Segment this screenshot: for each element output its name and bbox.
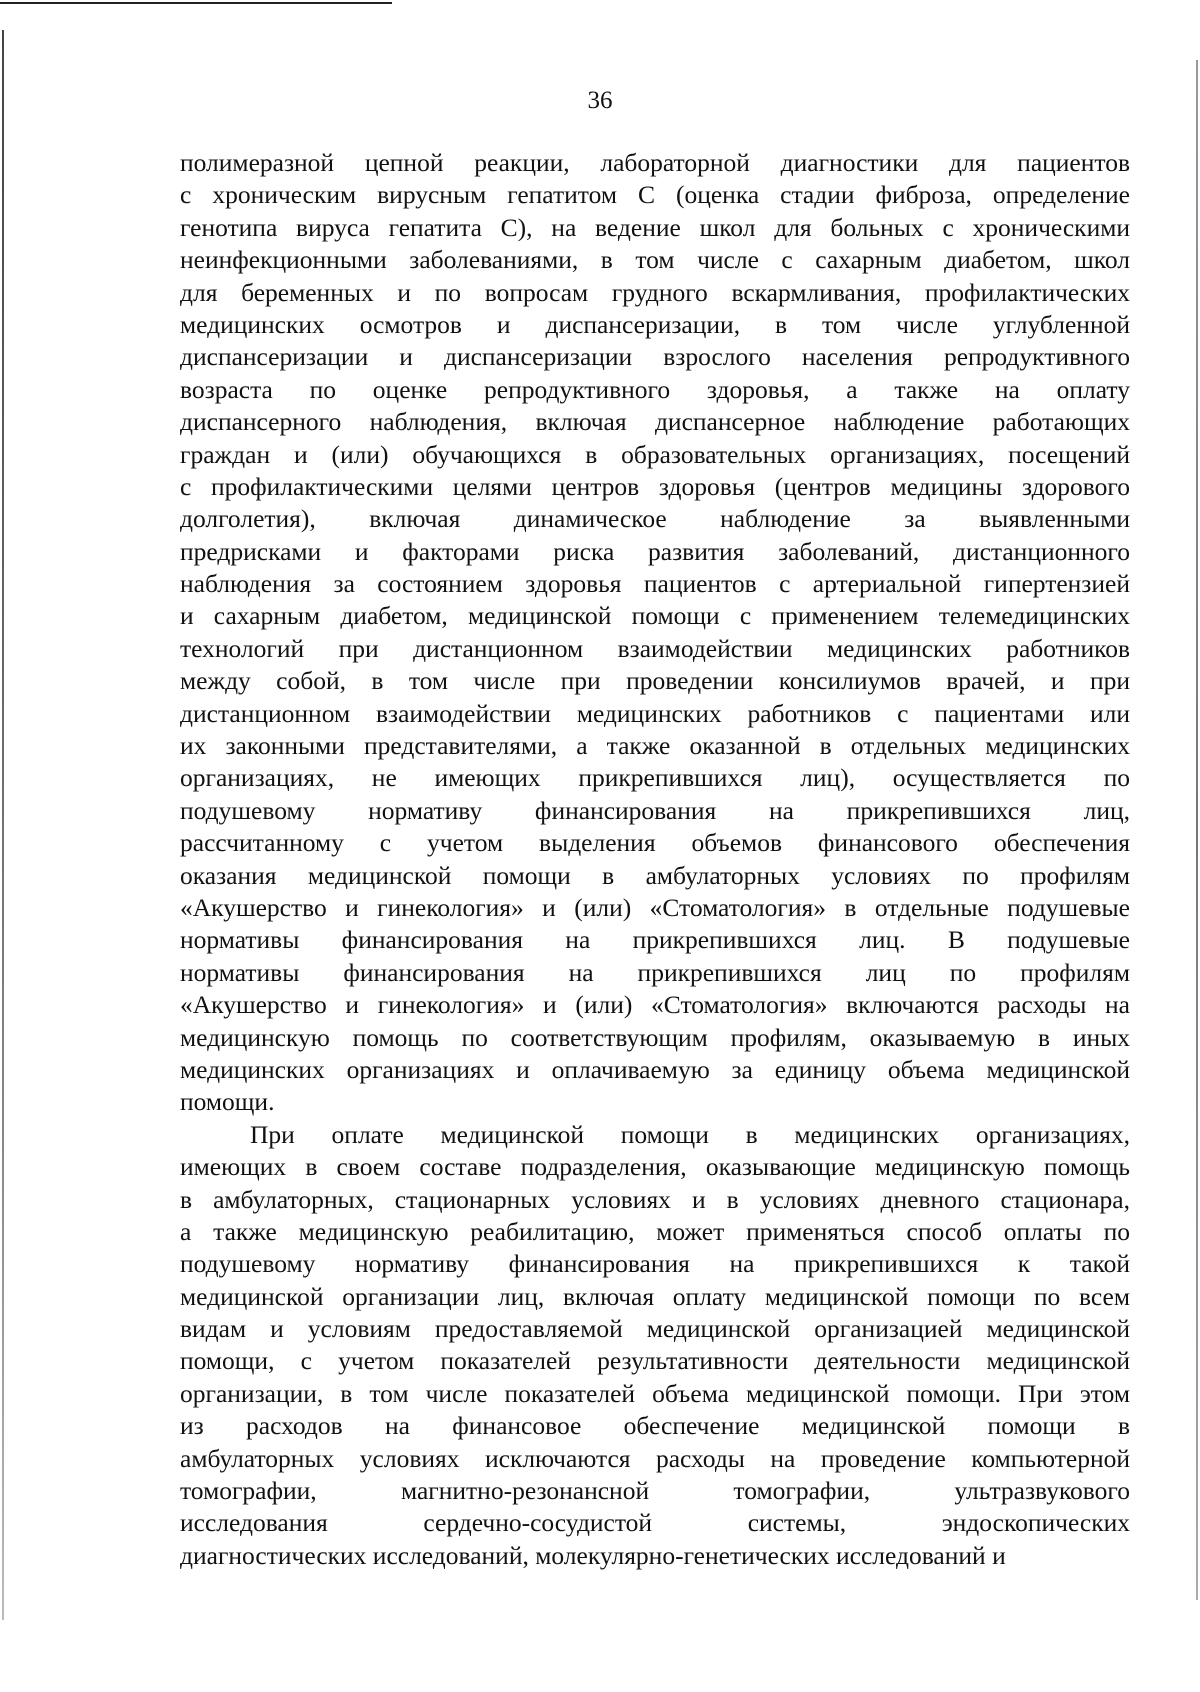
text-line: возраста по оценке репродуктивного здоровья, а также на оплату bbox=[180, 374, 1130, 404]
text-line: технологий при дистанционном взаимодействии медицинских работников bbox=[180, 633, 1130, 663]
text-line: нормативы финансирования на прикрепившихся лиц по профилям bbox=[180, 957, 1130, 987]
text-line: оказания медицинской помощи в амбулаторных условиях по профилям bbox=[180, 860, 1130, 890]
text-line: исследования сердечно-сосудистой системы, эндоскопических bbox=[180, 1508, 1130, 1538]
text-line: «Акушерство и гинекология» и (или) «Стоматология» включаются расходы на bbox=[180, 990, 1130, 1020]
text-line: граждан и (или) обучающихся в образовательных организациях, посещений bbox=[180, 439, 1130, 469]
text-line: наблюдения за состоянием здоровья пациентов с артериальной гипертензией bbox=[180, 569, 1130, 599]
text-line: подушевому нормативу финансирования на прикрепившихся лиц, bbox=[180, 795, 1130, 825]
text-line: диспансеризации и диспансеризации взрослого населения репродуктивного bbox=[180, 342, 1130, 372]
text-line: организациях, не имеющих прикрепившихся лиц), осуществляется по bbox=[180, 763, 1130, 793]
page-number: 36 bbox=[587, 87, 613, 114]
text-line: медицинскую помощь по соответствующим профилям, оказываемую в иных bbox=[180, 1022, 1130, 1052]
text-line: амбулаторных условиях исключаются расходы на проведение компьютерной bbox=[180, 1443, 1130, 1473]
text-line: в амбулаторных, стационарных условиях и в условиях дневного стационара, bbox=[180, 1184, 1130, 1214]
text-line: неинфекционными заболеваниями, в том числе с сахарным диабетом, школ bbox=[180, 245, 1130, 275]
paragraph-1 bbox=[180, 147, 1130, 1119]
text-line: рассчитанному с учетом выделения объемов финансового обеспечения bbox=[180, 828, 1130, 858]
paragraph-2 bbox=[180, 1119, 1130, 1572]
text-line: долголетия), включая динамическое наблюдение за выявленными bbox=[180, 504, 1130, 534]
text-line: медицинской организации лиц, включая оплату медицинской помощи по всем bbox=[180, 1281, 1130, 1311]
text-line: диагностических исследований, молекулярно-генетических исследований и bbox=[180, 1540, 1006, 1570]
scan-right-edge bbox=[1196, 60, 1198, 1600]
text-line: и сахарным диабетом, медицинской помощи с применением телемедицинских bbox=[180, 601, 1130, 631]
scan-left-edge bbox=[2, 30, 4, 1620]
scan-top-line bbox=[0, 2, 392, 4]
text-line: помощи. bbox=[180, 1087, 275, 1117]
text-line: При оплате медицинской помощи в медицинских организациях, bbox=[250, 1119, 1130, 1149]
text-line: с хроническим вирусным гепатитом С (оценка стадии фиброза, определение bbox=[180, 180, 1130, 210]
text-line: медицинских осмотров и диспансеризации, в том числе углубленной bbox=[180, 309, 1130, 339]
text-line: их законными представителями, а также оказанной в отдельных медицинских bbox=[180, 731, 1130, 761]
text-line: подушевому нормативу финансирования на прикрепившихся к такой bbox=[180, 1249, 1130, 1279]
text-line: нормативы финансирования на прикрепившихся лиц. В подушевые bbox=[180, 925, 1130, 955]
text-line: а также медицинскую реабилитацию, может применяться способ оплаты по bbox=[180, 1216, 1130, 1246]
text-line: полимеразной цепной реакции, лабораторной диагностики для пациентов bbox=[180, 148, 1130, 177]
text-line: помощи, с учетом показателей результативности деятельности медицинской bbox=[180, 1346, 1130, 1376]
document-body bbox=[180, 147, 1130, 1572]
text-line: между собой, в том числе при проведении консилиумов врачей, и при bbox=[180, 666, 1130, 696]
text-line: организации, в том числе показателей объема медицинской помощи. При этом bbox=[180, 1378, 1130, 1408]
text-line: предрисками и факторами риска развития заболеваний, дистанционного bbox=[180, 536, 1130, 566]
text-line: медицинских организациях и оплачиваемую за единицу объема медицинской bbox=[180, 1054, 1130, 1084]
text-line: томографии, магнитно-резонансной томографии, ультразвукового bbox=[180, 1476, 1130, 1506]
text-line: дистанционном взаимодействии медицинских работников с пациентами или bbox=[180, 698, 1130, 728]
text-line: диспансерного наблюдения, включая диспансерное наблюдение работающих bbox=[180, 407, 1130, 437]
text-line: видам и условиям предоставляемой медицинской организацией медицинской bbox=[180, 1314, 1130, 1344]
text-line: из расходов на финансовое обеспечение медицинской помощи в bbox=[180, 1411, 1130, 1441]
text-line: с профилактическими целями центров здоровья (центров медицины здорового bbox=[180, 471, 1130, 501]
text-line: генотипа вируса гепатита С), на ведение школ для больных с хроническими bbox=[180, 212, 1130, 242]
text-line: для беременных и по вопросам грудного вскармливания, профилактических bbox=[180, 277, 1130, 307]
text-line: «Акушерство и гинекология» и (или) «Стоматология» в отдельные подушевые bbox=[180, 892, 1130, 922]
text-line: имеющих в своем составе подразделения, оказывающие медицинскую помощь bbox=[180, 1152, 1130, 1182]
